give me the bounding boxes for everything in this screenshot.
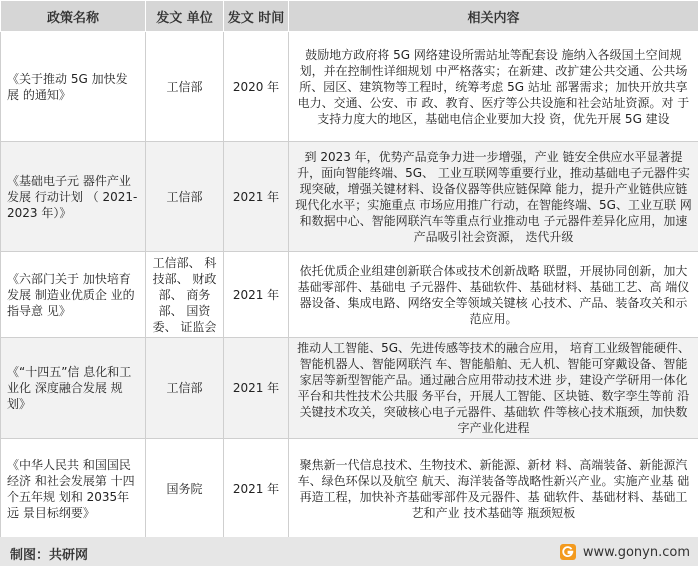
chart-source: 制图：共研网 xyxy=(10,548,89,563)
issuing-unit-cell: 工信部 xyxy=(146,32,224,142)
header-issue-date: 发文 时间 xyxy=(224,1,289,32)
table-header-row xyxy=(1,1,698,32)
related-content-cell: 鼓励地方政府将 5G 网络建设所需站址等配套设 施纳入各级国土空间规划，并在控制性详细规划 中严格落实；在新建、改扩建公共交通、公共场 所、园区、建筑物等工程时，统筹考虑 5G 站址 部署需求；加快开放共享电力、交通、公安、市 政、教育、医疗等公共设施和社会站址资源。对 于支持力度大的地区，基础电信企业要加大投 资，优先开展 5G 建设 xyxy=(289,32,698,142)
brand-link[interactable] xyxy=(559,543,690,561)
header-issuing-unit: 发文 单位 xyxy=(146,1,224,32)
gonyn-logo-icon xyxy=(559,543,577,561)
issue-date-cell: 2021 年 xyxy=(224,252,289,338)
related-content-cell: 聚焦新一代信息技术、生物技术、新能源、新材 料、高端装备、新能源汽车、绿色环保以及航空 航天、海洋装备等战略性新兴产业。实施产业基 础再造工程，加快补齐基础零部件及元器件、基 础软件、基础材料、基础工艺和产业 技术基础等 瓶颈短板 xyxy=(289,439,698,539)
issuing-unit-cell: 国务院 xyxy=(146,439,224,539)
issuing-unit-cell: 工信部、 科技部、 财政部、 商务部、 国资委、 证监会 xyxy=(152,255,217,334)
issue-date-cell: 2021 年 xyxy=(224,439,289,539)
issue-date-cell: 2021 年 xyxy=(224,338,289,439)
table-row xyxy=(1,338,698,439)
policy-name-cell: 《“十四五”信 息化和工业化 深度融合发展 规划》 xyxy=(1,338,146,439)
site-url: www.gonyn.com xyxy=(582,544,690,560)
related-content-cell: 依托优质企业组建创新联合体或技术创新战略 联盟，开展协同创新，加大基础零部件、基础电 子元器件、基础软件、基础材料、基础工艺、高 端仪器设备、集成电路、网络安全等领域关键核 心技术、产品、装备攻关和示范应用。 xyxy=(289,252,698,338)
policy-name-cell: 《中华人民共 和国国民经济 和社会发展第 十四个五年规 划和 2035年远 景目标纲要》 xyxy=(1,439,146,539)
issuing-unit-wrapper xyxy=(146,252,224,338)
related-content-cell: 推动人工智能、5G、先进传感等技术的融合应用， 培育工业级智能硬件、智能机器人、智能网联汽 车、智能船舶、无人机、智能可穿戴设备、智能 家居等新型智能产品。通过融合应用带动技术进 步，建设产学研用一体化平台和共性技术公共服 务平台，开展人工智能、区块链、数字孪生等前 沿关键技术攻关，突破核心电子元器件、基础软 件等核心技术瓶颈，加快数字产业化进程 xyxy=(289,338,698,439)
issue-date-cell: 2021 年 xyxy=(224,142,289,252)
issuing-unit-cell: 工信部 xyxy=(146,338,224,439)
issue-date-cell: 2020 年 xyxy=(224,32,289,142)
policy-name-cell: 《关于推动 5G 加快发展 的通知》 xyxy=(1,32,146,142)
footer-bar xyxy=(0,537,698,566)
issuing-unit-cell: 工信部 xyxy=(146,142,224,252)
table-row xyxy=(1,32,698,142)
header-policy-name: 政策名称 xyxy=(1,1,146,32)
table-row xyxy=(1,252,698,338)
table-row xyxy=(1,439,698,539)
policy-name-cell: 《六部门关于 加快培育发展 制造业优质企 业的指导意 见》 xyxy=(1,252,146,338)
header-related-content: 相关内容 xyxy=(289,1,698,32)
policy-name-cell: 《基础电子元 器件产业发展 行动计划 （ 2021-2023 年）》 xyxy=(1,142,146,252)
table-row xyxy=(1,142,698,252)
related-content-cell: 到 2023 年，优势产品竞争力进一步增强，产业 链安全供应水平显著提升，面向智能终端、5G、 工业互联网等重要行业，推动基础电子元器件实 现突破，增强关键材料、设备仪器等供应链保障 能力，提升产业链供应链现代化水平；实施重点 市场应用推广行动，在智能终端、5G、工业互联 网和数据中心、智能网联汽车等重点行业推动电 子元器件差异化应用，加速产品吸引社会资源， 迭代升级 xyxy=(289,142,698,252)
